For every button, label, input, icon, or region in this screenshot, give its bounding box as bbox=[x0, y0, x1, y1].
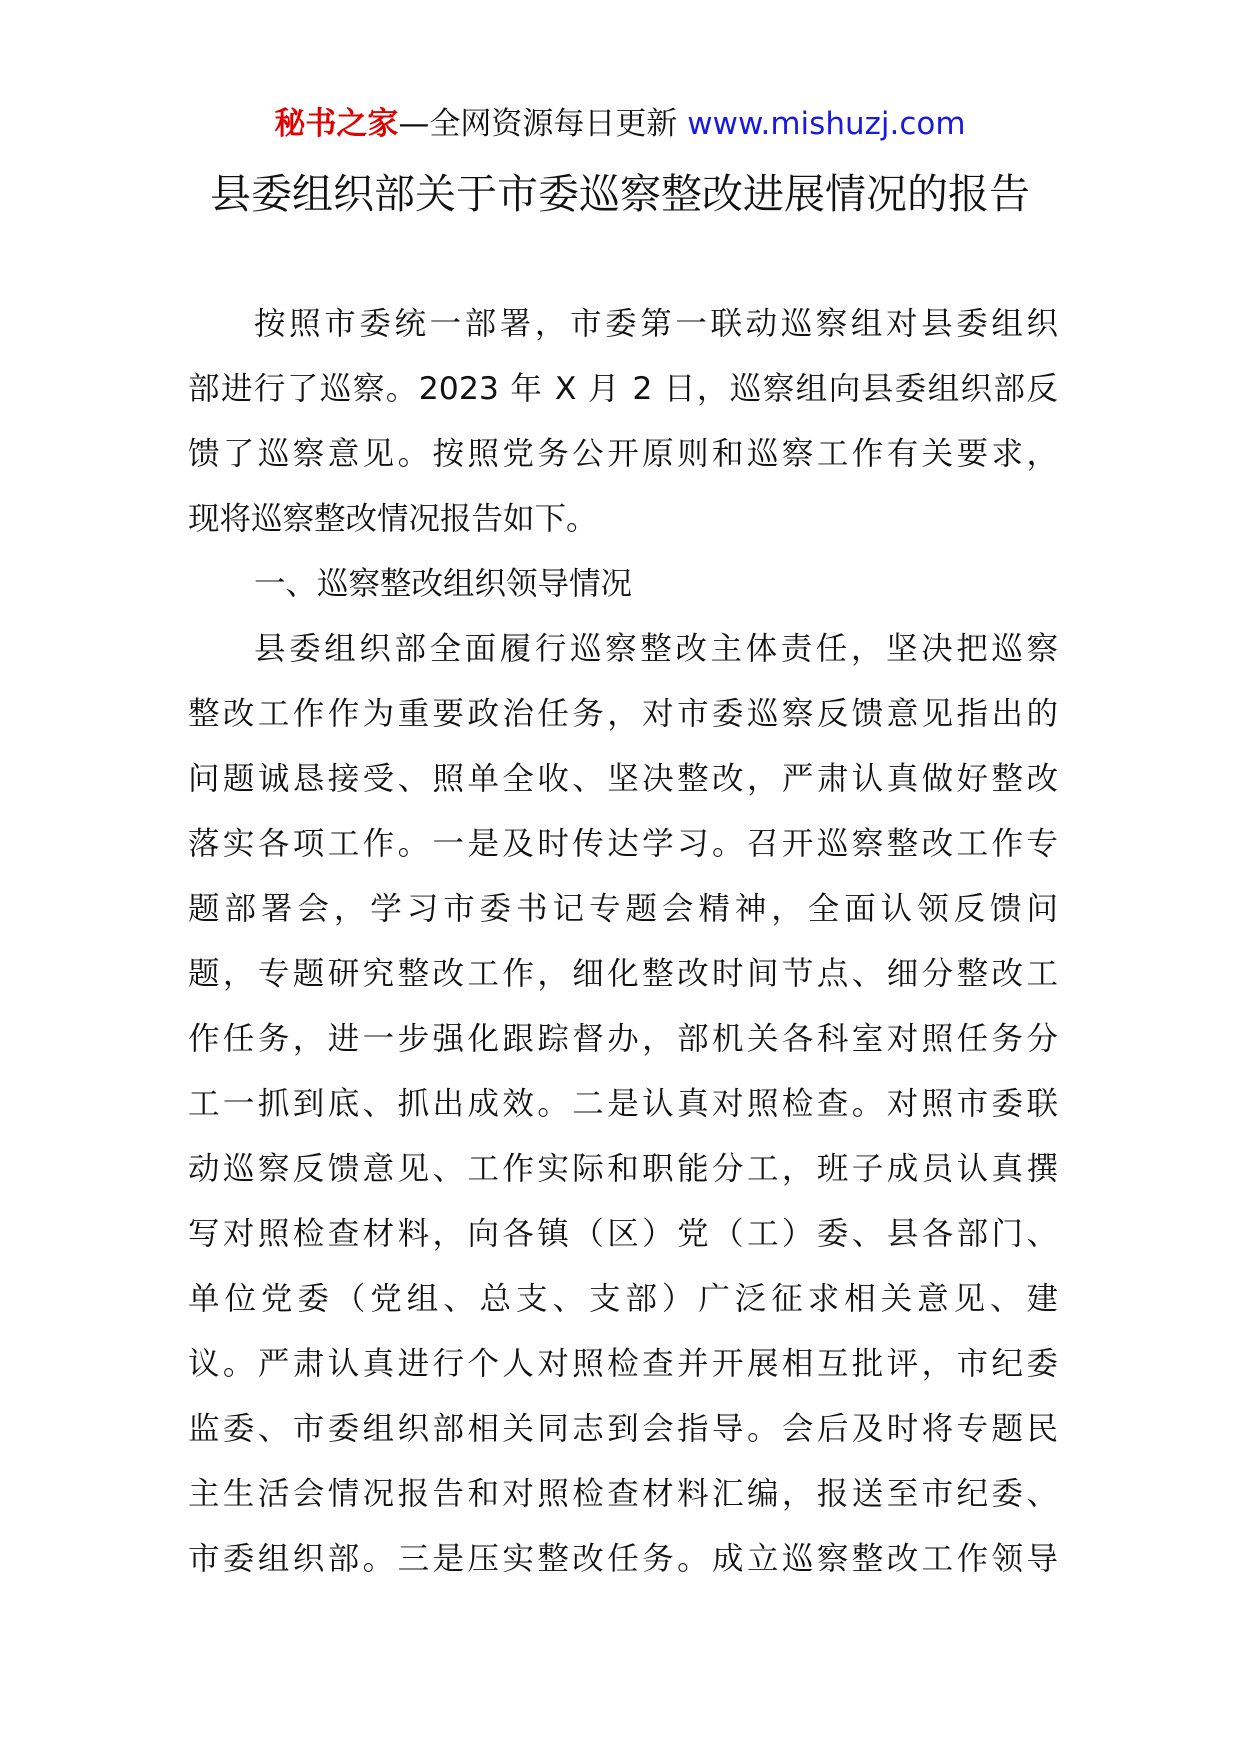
paragraph-line: 作任务，进一步强化跟踪督办，部机关各科室对照任务分 bbox=[188, 1021, 1058, 1057]
site-brand: 秘书之家 bbox=[274, 106, 399, 142]
site-tagline: —全网资源每日更新 bbox=[398, 106, 678, 142]
paragraph-line: 县委组织部全面履行巡察整改主体责任，坚决把巡察 bbox=[254, 631, 1058, 667]
paragraph-line: 馈了巡察意见。按照党务公开原则和巡察工作有关要求， bbox=[188, 436, 1058, 472]
paragraph-line: 监委、市委组织部相关同志到会指导。会后及时将专题民 bbox=[188, 1411, 1058, 1447]
paragraph-line: 写对照检查材料，向各镇（区）党（工）委、县各部门、 bbox=[188, 1216, 1058, 1252]
paragraph-line: 按照市委统一部署，市委第一联动巡察组对县委组织 bbox=[254, 306, 1058, 342]
paragraph-line: 题部署会，学习市委书记专题会精神，全面认领反馈问 bbox=[188, 891, 1058, 927]
paragraph-line: 单位党委（党组、总支、支部）广泛征求相关意见、建 bbox=[188, 1281, 1058, 1317]
section-heading: 一、巡察整改组织领导情况 bbox=[254, 566, 633, 602]
paragraph-line: 题，专题研究整改工作，细化整改时间节点、细分整改工 bbox=[188, 956, 1058, 992]
paragraph-line: 问题诚恳接受、照单全收、坚决整改，严肃认真做好整改 bbox=[188, 761, 1058, 797]
paragraph-line: 主生活会情况报告和对照检查材料汇编，报送至市纪委、 bbox=[188, 1476, 1058, 1512]
paragraph-line: 整改工作作为重要政治任务，对市委巡察反馈意见指出的 bbox=[188, 696, 1058, 732]
paragraph-line: 部进行了巡察。2023 年 X 月 2 日，巡察组向县委组织部反 bbox=[188, 371, 1058, 407]
paragraph-line: 工一抓到底、抓出成效。二是认真对照检查。对照市委联 bbox=[188, 1086, 1058, 1122]
paragraph-line: 市委组织部。三是压实整改任务。成立巡察整改工作领导 bbox=[188, 1541, 1058, 1577]
document-body bbox=[188, 292, 1058, 1592]
paragraph-line: 现将巡察整改情况报告如下。 bbox=[188, 501, 598, 537]
paragraph-line: 议。严肃认真进行个人对照检查并开展相互批评，市纪委 bbox=[188, 1346, 1058, 1382]
site-url-link[interactable]: www.mishuzj.com bbox=[687, 106, 966, 142]
document-title: 县委组织部关于市委巡察整改进展情况的报告 bbox=[210, 170, 1030, 218]
paragraph-line: 动巡察反馈意见、工作实际和职能分工，班子成员认真撰 bbox=[188, 1151, 1058, 1187]
site-banner bbox=[0, 104, 1240, 144]
paragraph-line: 落实各项工作。一是及时传达学习。召开巡察整改工作专 bbox=[188, 826, 1058, 862]
